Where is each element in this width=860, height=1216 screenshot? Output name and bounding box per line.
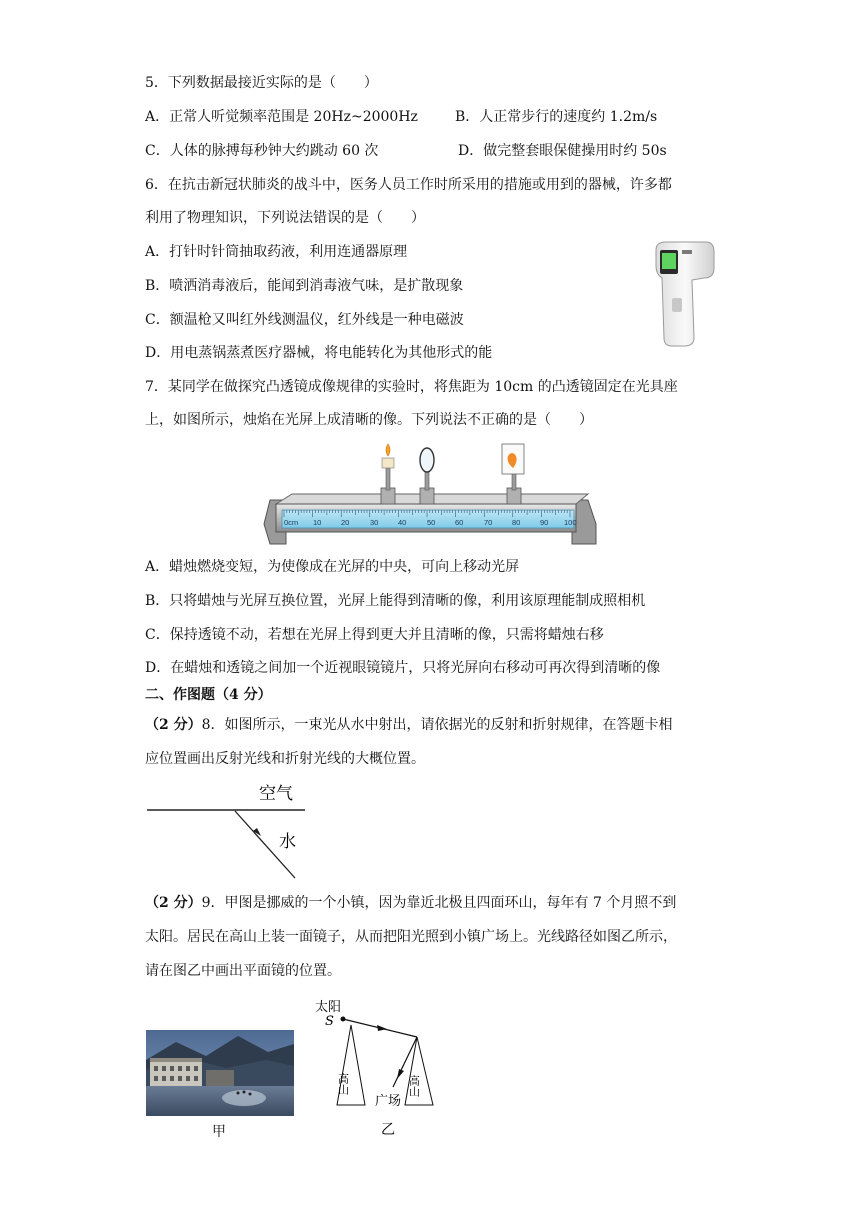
label-air: 空气 [259, 784, 293, 804]
q6-stem-line2: 利用了物理知识，下列说法错误的是（ ） [145, 210, 425, 226]
q7-option-b: B．只将蜡烛与光屏互换位置，光屏上能得到清晰的像，利用该原理能制成照相机 [145, 593, 646, 609]
q5-option-d: D．做完整套眼保健操用时约 50s [458, 143, 667, 159]
infrared-thermometer-illustration [648, 238, 718, 350]
q6-option-c: C．额温枪又叫红外线测温仪，红外线是一种电磁波 [145, 312, 464, 328]
q7-stem-line1: 7．某同学在做探究凸透镜成像规律的实验时，将焦距为 10cm 的凸透镜固定在光具座 [145, 379, 678, 395]
optical-bench-figure [262, 440, 602, 548]
q6-option-a: A．打针时针筒抽取药液，利用连通器原理 [145, 244, 408, 260]
q7-stem-line2: 上，如图所示，烛焰在光屏上成清晰的像。下列说法不正确的是（ ） [145, 412, 593, 428]
ruler-label-50: 50 [427, 518, 436, 527]
left-mountain-label: 高山 [336, 1073, 350, 1095]
q7-option-a: A．蜡烛燃烧变短，为使像成在光屏的中央，可向上移动光屏 [145, 559, 520, 575]
right-mountain-label: 高山 [407, 1075, 421, 1097]
ruler-label-90: 90 [540, 518, 549, 527]
q9-text-line3: 请在图乙中画出平面镜的位置。 [145, 963, 341, 979]
ruler-label-0: 0cm [284, 518, 299, 527]
section-2-title: 二、作图题（4 分） [145, 687, 272, 703]
q9-text: 9．甲图是挪威的一个小镇，因为靠近北极且四面环山，每年有 7 个月照不到 [201, 895, 677, 911]
q9-text-line1 [145, 893, 676, 913]
ruler-label-70: 70 [484, 518, 493, 527]
caption-yi: 乙 [381, 1122, 395, 1138]
caption-jia: 甲 [212, 1124, 226, 1140]
ruler-label-40: 40 [398, 518, 407, 527]
label-square: 广场 [375, 1094, 402, 1109]
q5-option-c: C．人体的脉搏每秒钟大约跳动 60 次 [145, 143, 379, 159]
mirror-diagram [305, 995, 445, 1140]
label-sun: 太阳 [315, 1000, 342, 1015]
q5-stem: 5．下列数据最接近实际的是（ ） [145, 75, 378, 91]
ruler-label-60: 60 [455, 518, 464, 527]
label-s: S [325, 1014, 334, 1029]
label-water: 水 [279, 832, 296, 852]
ruler-label-30: 30 [370, 518, 379, 527]
q8-text-line2: 应位置画出反射光线和折射光线的大概位置。 [145, 751, 425, 767]
q9-text-line2: 太阳。居民在高山上装一面镜子，从而把阳光照到小镇广场上。光线路径如图乙所示， [145, 929, 677, 945]
q8-points: （2 分） [145, 717, 202, 733]
q5-option-a: A．正常人听觉频率范围是 20Hz~2000Hz [145, 109, 418, 125]
lens-holder [420, 448, 434, 504]
q5-option-b: B．人正常步行的速度约 1.2m/s [455, 109, 658, 125]
candle-holder [381, 444, 395, 504]
q9-points: （2 分） [145, 895, 202, 911]
refraction-figure [145, 775, 325, 885]
q7-option-c: C．保持透镜不动，若想在光屏上得到更大并且清晰的像，只需将蜡烛右移 [145, 627, 604, 643]
q8-text: 8．如图所示，一束光从水中射出，请依据光的反射和折射规律，在答题卡相 [201, 717, 673, 733]
q6-option-b: B．喷洒消毒液后，能闻到消毒液气味，是扩散现象 [145, 278, 464, 294]
q7-option-d: D．在蜡烛和透镜之间加一个近视眼镜镜片，只将光屏向右移动可再次得到清晰的像 [145, 660, 661, 676]
ruler-label-10: 10 [313, 518, 322, 527]
ruler-label-20: 20 [341, 518, 350, 527]
reflected-ray-arrow-icon [397, 1069, 404, 1079]
incoming-ray-arrow-icon [377, 1025, 387, 1031]
norway-town-photo [146, 1030, 294, 1116]
q6-option-d: D．用电蒸锅蒸煮医疗器械，将电能转化为其他形式的能 [145, 345, 493, 361]
q6-stem-line1: 6．在抗击新冠状肺炎的战斗中，医务人员工作时所采用的措施或用到的器械，许多都 [145, 177, 672, 193]
q8-text-line1 [145, 715, 673, 735]
ruler-label-100: 100 [564, 518, 577, 527]
ruler-label-80: 80 [512, 518, 521, 527]
